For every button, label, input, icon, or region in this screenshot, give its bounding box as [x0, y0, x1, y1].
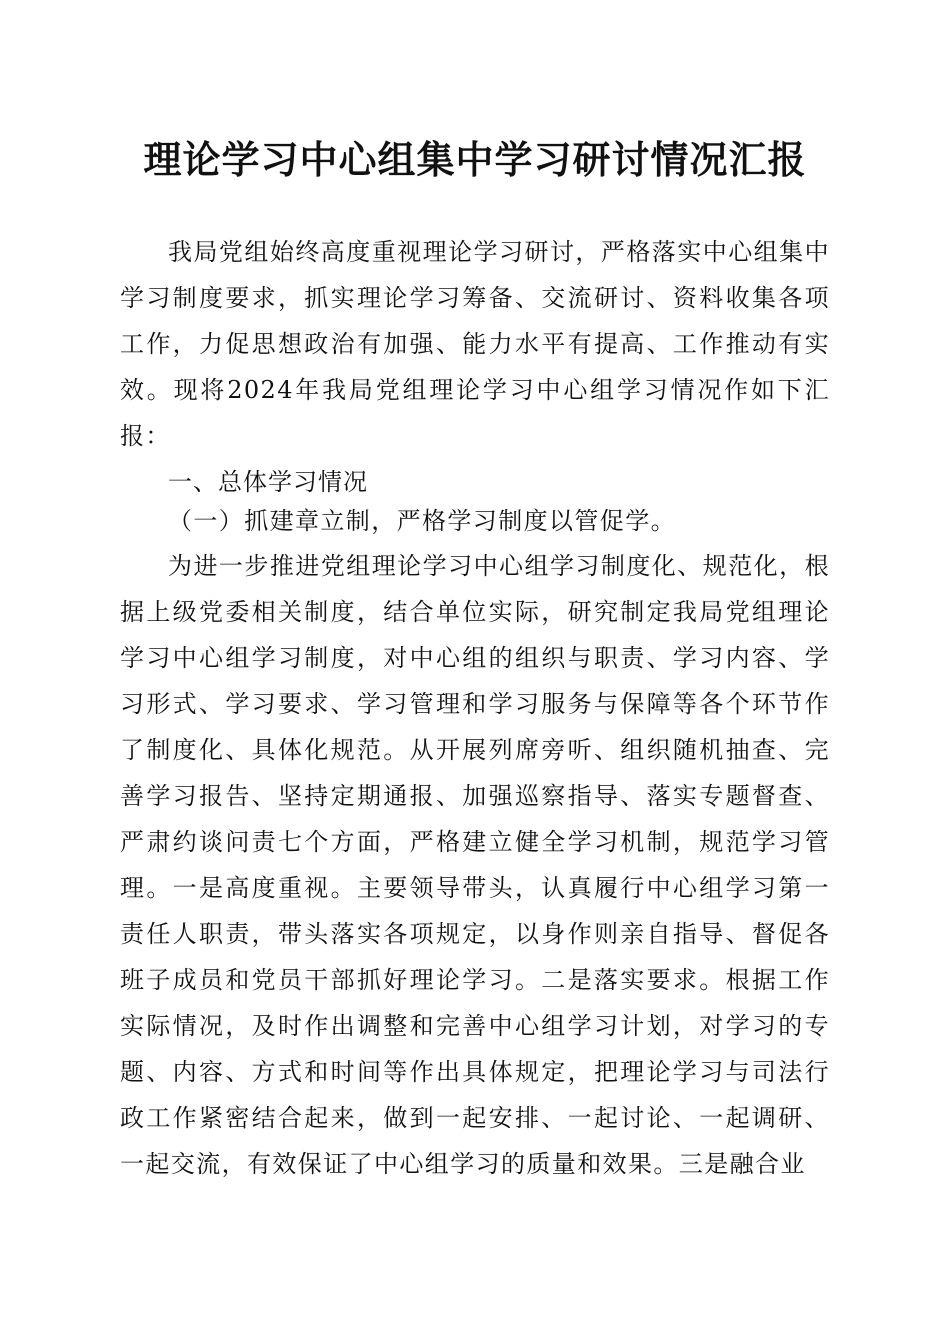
document-body	[120, 229, 830, 1187]
intro-paragraph: 我局党组始终高度重视理论学习研讨，严格落实中心组集中学习制度要求，抓实理论学习筹备、交流研讨、资料收集各项工作，力促思想政治有加强、能力水平有提高、工作推动有实效。现将2024年我局党组理论学习中心组学习情况作如下汇报：	[120, 238, 830, 450]
body-paragraph: 为进一步推进党组理论学习中心组学习制度化、规范化，根据上级党委相关制度，结合单位实际，研究制定我局党组理论学习中心组学习制度，对中心组的组织与职责、学习内容、学习形式、学习要求、学习管理和学习服务与保障等各个环节作了制度化、具体化规范。从开展列席旁听、组织随机抽查、完善学习报告、坚持定期通报、加强巡察指导、落实专题督查、严肃约谈问责七个方面，严格建立健全学习机制，规范学习管理。一是高度重视。主要领导带头，认真履行中心组学习第一责任人职责，带头落实各项规定，以身作则亲自指导、督促各班子成员和党员干部抓好理论学习。二是落实要求。根据工作实际情况，及时作出调整和完善中心组学习计划，对学习的专题、内容、方式和时间等作出具体规定，把理论学习与司法行政工作紧密结合起来，做到一起安排、一起讨论、一起调研、一起交流，有效保证了中心组学习的质量和效果。三是融合业	[120, 552, 830, 1178]
section-heading-overall-study: 一、总体学习情况	[168, 468, 368, 496]
document-title: 理论学习中心组集中学习研讨情况汇报	[143, 137, 807, 182]
subsection-heading-rules: （一）抓建章立制，严格学习制度以管促学。	[168, 507, 676, 535]
